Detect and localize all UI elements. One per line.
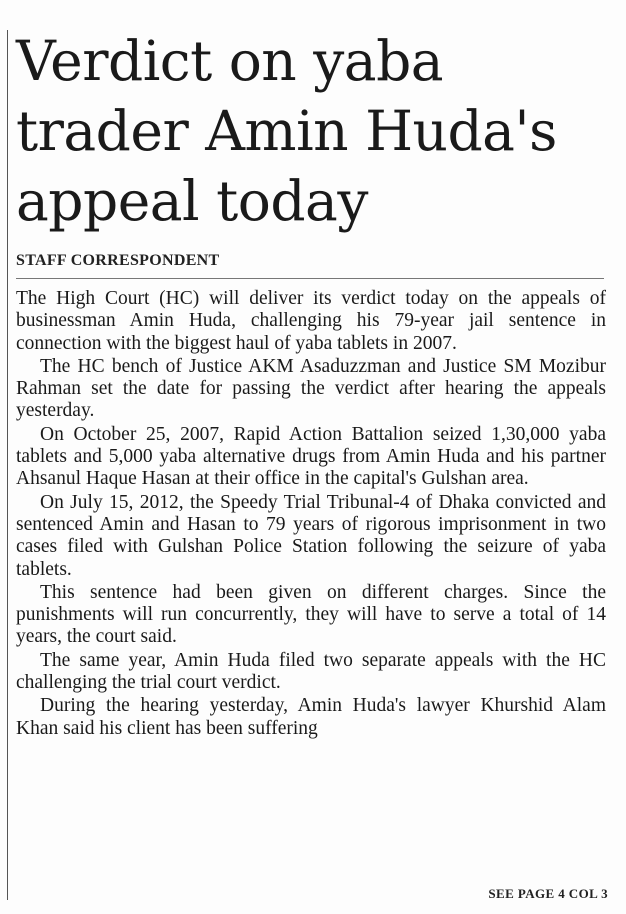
headline-line-3: appeal today — [16, 169, 368, 233]
headline-line-1: Verdict on yaba — [16, 29, 444, 93]
byline-divider — [16, 278, 604, 279]
paragraph: On July 15, 2012, the Speedy Trial Tribunal-4 of Dhaka convicted and sentenced Amin and Hasan to 79 years of rigorous imprisonment in two cases filed with Gulshan Police Station following the seizure of yaba tablets. — [16, 491, 606, 580]
headline — [16, 26, 606, 236]
paragraph: The same year, Amin Huda filed two separate appeals with the HC challenging the trial court verdict. — [16, 649, 606, 694]
continuation-jump: SEE PAGE 4 COL 3 — [488, 886, 608, 901]
article — [16, 0, 606, 741]
article-body — [16, 288, 606, 740]
headline-line-2: trader Amin Huda's — [16, 99, 557, 163]
paragraph: The HC bench of Justice AKM Asaduzzman and Justice SM Mozibur Rahman set the date for passing the verdict after hearing the appeals yesterday. — [16, 355, 606, 422]
paragraph: The High Court (HC) will deliver its verdict today on the appeals of businessman Amin Huda, challenging his 79-year jail sentence in connection with the biggest haul of yaba tablets in 2007. — [16, 288, 606, 354]
paragraph: This sentence had been given on different charges. Since the punishments will run concurrently, they will have to serve a total of 14 years, the court said. — [16, 581, 606, 648]
column-rule — [7, 30, 8, 900]
byline: STAFF CORRESPONDENT — [16, 252, 220, 269]
paragraph: On October 25, 2007, Rapid Action Battalion seized 1,30,000 yaba tablets and 5,000 yaba alternative drugs from Amin Huda and his partner Ahsanul Haque Hasan at their office in the capital's Gulshan area. — [16, 423, 606, 490]
paragraph: During the hearing yesterday, Amin Huda's lawyer Khurshid Alam Khan said his client has been suffering — [16, 695, 606, 739]
